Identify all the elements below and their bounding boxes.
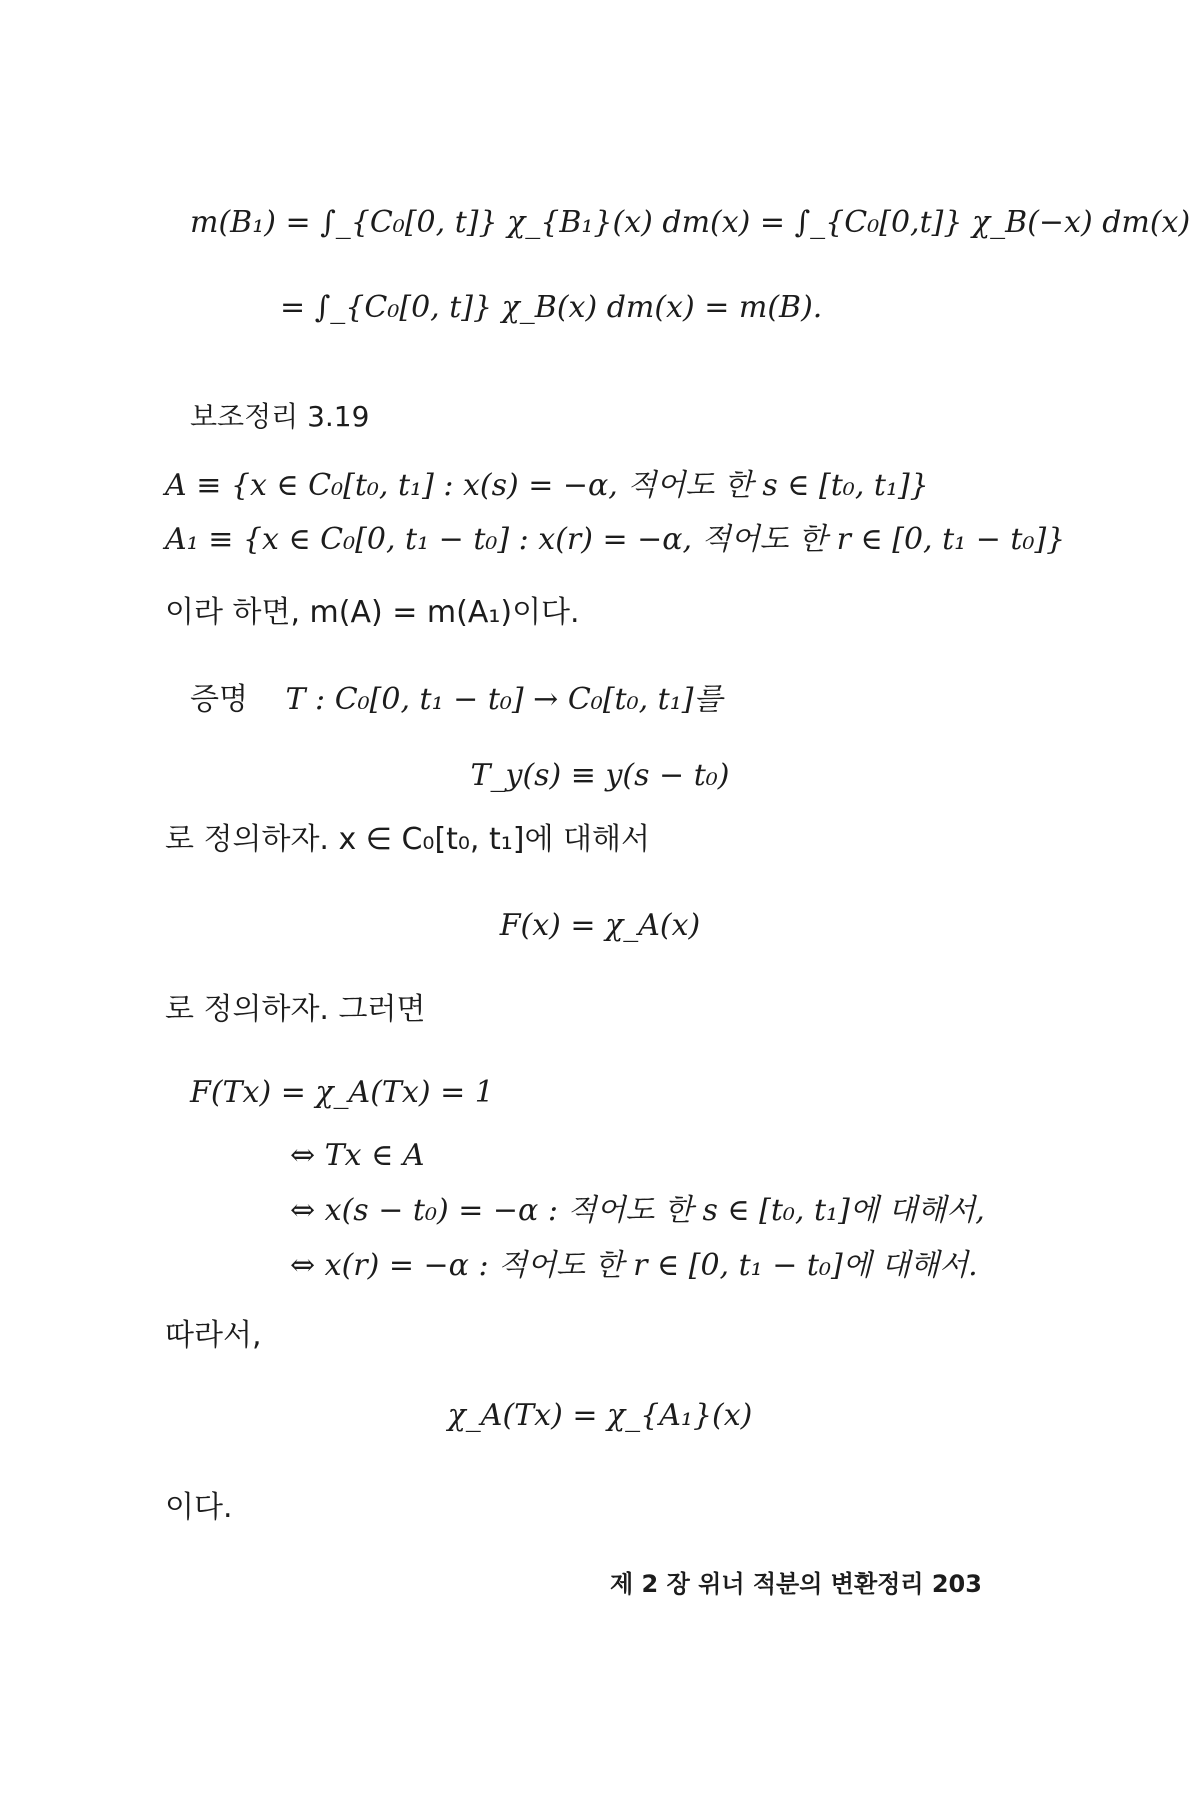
equivalence-chain-1: F(Tx) = χ_A(Tx) = 1 — [190, 1075, 494, 1110]
closing-text: 이다. — [165, 1490, 233, 1525]
after-F-text: 로 정의하자. 그러면 — [165, 992, 426, 1027]
proof-intro-line — [190, 682, 722, 718]
lemma-definition-A: A ≡ {x ∈ C₀[t₀, t₁] : x(s) = −α, 적어도 한 s ∈ [t₀, t₁]} — [165, 468, 929, 503]
running-footer: 제 2 장 위너 적분의 변환정리 203 — [610, 1570, 982, 1598]
proof-intro: T : C₀[0, t₁ − t₀] → C₀[t₀, t₁]를 — [285, 682, 723, 717]
equivalence-chain-4: ⇔ x(r) = −α : 적어도 한 r ∈ [0, t₁ − t₀]에 대해서. — [290, 1248, 978, 1283]
lemma-statement: 이라 하면, m(A) = m(A₁)이다. — [165, 595, 580, 630]
definition-F: F(x) = χ_A(x) — [499, 908, 701, 943]
proof-label: 증명 — [190, 682, 248, 717]
therefore-text: 따라서, — [165, 1318, 262, 1353]
equation-1-line-2: = ∫_{C₀[0, t]} χ_B(x) dm(x) = m(B). — [280, 290, 823, 325]
equivalence-chain-3: ⇔ x(s − t₀) = −α : 적어도 한 s ∈ [t₀, t₁]에 대해서, — [290, 1193, 985, 1228]
equation-1-line-1: m(B₁) = ∫_{C₀[0, t]} χ_{B₁}(x) dm(x) = ∫_{C₀[0,t]} χ_B(−x) dm(x) — [190, 205, 1191, 240]
lemma-definition-A1: A₁ ≡ {x ∈ C₀[0, t₁ − t₀] : x(r) = −α, 적어도 한 r ∈ [0, t₁ − t₀]} — [165, 522, 1066, 557]
definition-T: T_y(s) ≡ y(s − t₀) — [470, 758, 730, 793]
lemma-title: 보조정리 3.19 — [190, 400, 370, 433]
equivalence-chain-2: ⇔ Tx ∈ A — [290, 1138, 425, 1173]
result-equation: χ_A(Tx) = χ_{A₁}(x) — [447, 1398, 753, 1433]
after-T-text: 로 정의하자. x ∈ C₀[t₀, t₁]에 대해서 — [165, 822, 650, 857]
